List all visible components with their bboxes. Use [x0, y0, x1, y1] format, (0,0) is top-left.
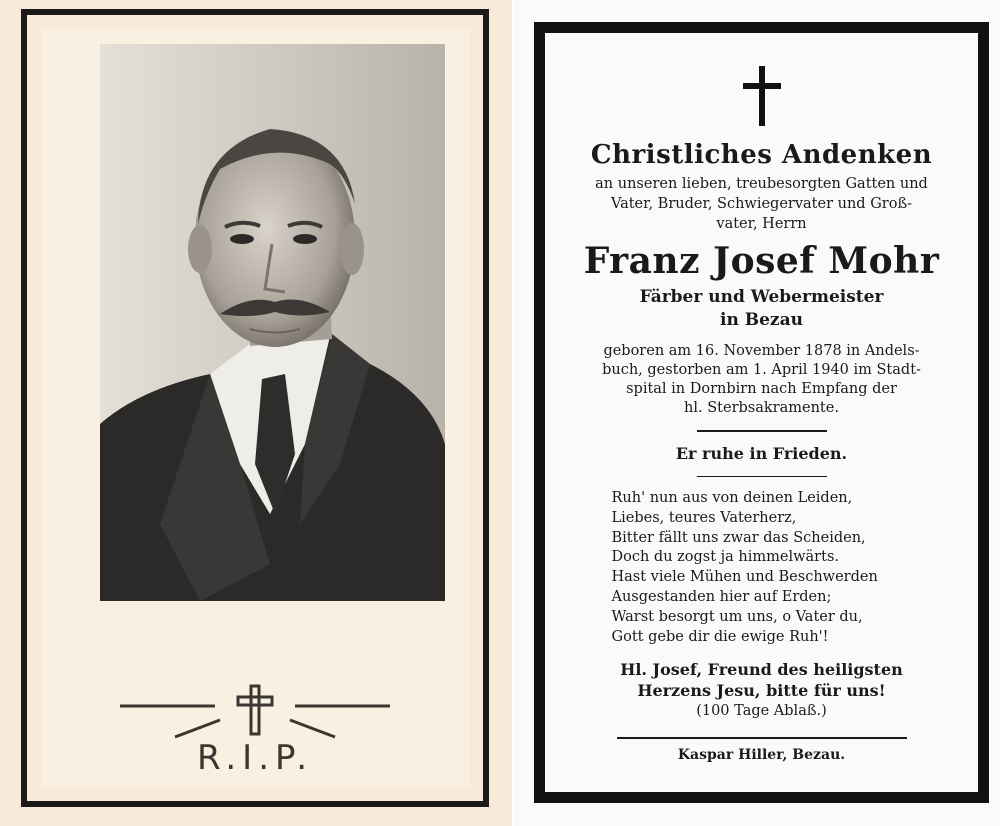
poem-line: Doch du zogst ja himmelwärts. — [611, 549, 839, 566]
memorial-text — [558, 50, 965, 763]
poem-line: Ruh' nun aus von deinen Leiden, — [611, 490, 853, 506]
rest-in-peace: Er ruhe in Frieden. — [675, 443, 848, 463]
intro-line: Vater, Bruder, Schwiegervater und Groß- — [610, 196, 913, 212]
poem — [612, 489, 912, 647]
deceased-name: Franz Josef Mohr — [583, 240, 940, 282]
prayer-line: Herzens Jesu, bitte für uns! — [637, 681, 886, 701]
poem-line: Bitter fällt uns zwar das Scheiden, — [611, 529, 866, 546]
cross-icon — [743, 66, 781, 126]
poem-line: Liebes, teures Vaterherz, — [611, 509, 797, 526]
biography — [558, 342, 965, 418]
profession-line: Färber und Webermeister — [639, 287, 884, 307]
prayer-line: Hl. Josef, Freund des heiligsten — [620, 660, 903, 680]
poem-line: Ausgestanden hier auf Erden; — [611, 588, 832, 605]
frame-top — [534, 22, 989, 33]
poem-line: Warst besorgt um uns, o Vater du, — [611, 608, 863, 625]
bio-line: hl. Sterbsakramente. — [684, 400, 839, 416]
bio-line: buch, gestorben am 1. April 1940 im Stadt- — [602, 362, 921, 378]
indulgence-note: (100 Tage Ablaß.) — [696, 703, 827, 720]
divider — [697, 476, 827, 478]
divider — [617, 737, 907, 739]
right-card — [514, 0, 1000, 826]
frame-left — [534, 22, 545, 803]
rip-label: R.I.P. — [196, 738, 314, 778]
divider — [697, 430, 827, 432]
heading: Christliches Andenken — [590, 140, 933, 170]
frame-bottom — [534, 792, 989, 803]
profession — [558, 286, 965, 332]
printer-credit: Kaspar Hiller, Bezau. — [677, 747, 846, 764]
profession-line: in Bezau — [720, 310, 803, 330]
poem-line: Hast viele Mühen und Beschwerden — [611, 569, 878, 586]
portrait-photo — [100, 44, 445, 601]
frame-right — [978, 22, 989, 803]
intro-line: vater, Herrn — [716, 216, 807, 232]
prayer — [558, 659, 965, 701]
intro-text — [558, 174, 965, 234]
intro-line: an unseren lieben, treubesorgten Gatten und — [595, 176, 928, 192]
bio-line: spital in Dornbirn nach Empfang der — [626, 381, 897, 397]
bio-line: geboren am 16. November 1878 in Andels- — [603, 343, 920, 359]
poem-line: Gott gebe dir die ewige Ruh'! — [611, 628, 829, 645]
